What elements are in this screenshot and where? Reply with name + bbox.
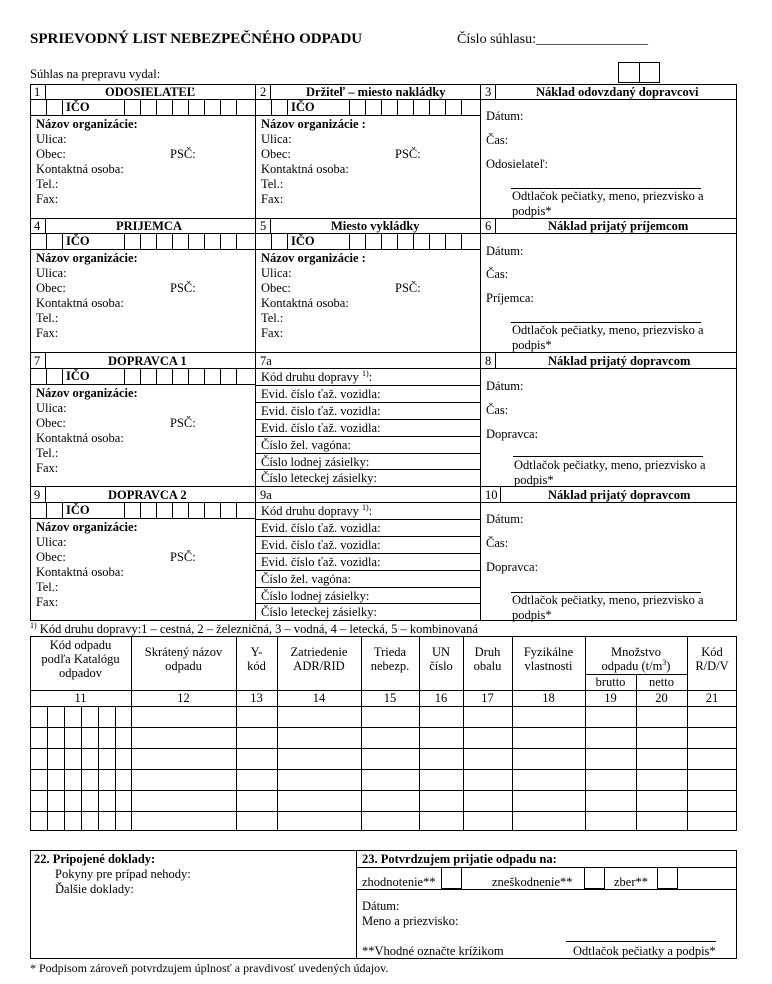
stamp-label: Odtlačok pečiatky, meno, priezvisko a — [512, 323, 704, 337]
city-label: Obec: — [36, 281, 66, 295]
time-label: Čas: — [486, 403, 509, 417]
section-title: Miesto vykládky — [331, 219, 420, 233]
table-row[interactable] — [30, 790, 737, 811]
ico-label: IČO — [66, 234, 90, 248]
consent-number-label: Číslo súhlasu:________________ — [457, 32, 648, 47]
contact-label: Kontaktná osoba: — [36, 431, 124, 445]
contact-label: Kontaktná osoba: — [261, 296, 349, 310]
time-label: Čas: — [486, 536, 509, 550]
street-label: Ulica: — [261, 266, 292, 280]
ico-label: IČO — [291, 234, 315, 248]
date-label: Dátum: — [362, 899, 400, 913]
col-number: 19 — [604, 691, 617, 705]
col-header-waste-code: Kód odpadu podľa Katalógu odpadov — [41, 638, 120, 680]
col-header-rdv-code: Kód R/D/V — [695, 645, 729, 673]
contact-label: Kontaktná osoba: — [36, 296, 124, 310]
table-row[interactable] — [30, 706, 737, 727]
zip-label: PSČ: — [395, 147, 421, 161]
col-number: 15 — [383, 691, 397, 705]
city-label: Obec: — [36, 416, 66, 430]
ship-number-label: Číslo lodnej zásielky: — [261, 589, 370, 603]
col-number: 18 — [542, 691, 555, 705]
table-row[interactable] — [30, 748, 737, 769]
section-number: 9a — [260, 488, 272, 502]
org-name-label: Názov organizácie : — [261, 251, 366, 265]
collection-checkbox[interactable] — [657, 867, 678, 889]
time-label: Čas: — [486, 267, 509, 281]
col-header-brutto: brutto — [595, 675, 626, 689]
city-label: Obec: — [36, 147, 66, 161]
signature-label: podpis* — [512, 338, 552, 352]
vehicle-number-label: Evid. číslo ťaž. vozidla: — [261, 387, 381, 401]
ico-field[interactable] — [30, 99, 255, 115]
ship-number-label: Číslo lodnej zásielky: — [261, 455, 370, 469]
stamp-label: Odtlačok pečiatky, meno, priezvisko a — [512, 189, 704, 203]
ico-field[interactable] — [255, 233, 480, 249]
date-label: Dátum: — [486, 379, 524, 393]
section-number: 5 — [260, 219, 267, 233]
fax-label: Fax: — [36, 595, 59, 609]
col-header-y-code: Y- kód — [247, 645, 266, 673]
stamp-label: Odtlačok pečiatky, meno, priezvisko a — [514, 458, 706, 472]
section-number: 6 — [485, 219, 492, 233]
tel-label: Tel.: — [36, 446, 59, 460]
ico-field[interactable] — [30, 502, 255, 518]
vehicle-number-label: Evid. číslo ťaž. vozidla: — [261, 555, 381, 569]
col-header-un-number: UN číslo — [429, 645, 453, 673]
section-number: 7a — [260, 354, 272, 368]
party-label: Dopravca: — [486, 427, 539, 441]
ico-field[interactable] — [30, 368, 255, 384]
col-header-short-name: Skrátený názov odpadu — [144, 645, 223, 673]
section-title: Náklad prijatý príjemcom — [548, 219, 689, 233]
section-title: 22. Pripojené doklady: — [34, 852, 156, 866]
tel-label: Tel.: — [261, 311, 284, 325]
ico-field[interactable] — [30, 233, 255, 249]
mark-note: **Vhodné označte krížikom — [362, 944, 504, 958]
ico-label: IČO — [66, 369, 90, 383]
ico-label: IČO — [66, 100, 90, 114]
time-label: Čas: — [486, 133, 509, 147]
section-number: 8 — [485, 354, 492, 368]
party-label: Odosielateľ: — [486, 157, 549, 171]
col-number: 12 — [177, 691, 190, 705]
col-number: 13 — [250, 691, 263, 705]
street-label: Ulica: — [36, 535, 67, 549]
air-number-label: Číslo leteckej zásielky: — [261, 605, 377, 619]
accident-instructions-label: Pokyny pre prípad nehody: — [55, 867, 191, 881]
city-label: Obec: — [36, 550, 66, 564]
section-number: 1 — [34, 85, 41, 99]
disposal-checkbox[interactable] — [584, 867, 605, 889]
section-title: Náklad prijatý dopravcom — [548, 488, 691, 502]
zip-label: PSČ: — [170, 550, 196, 564]
section-number: 3 — [485, 85, 492, 99]
fax-label: Fax: — [261, 192, 284, 206]
issued-label: Súhlas na prepravu vydal: — [30, 67, 161, 81]
table-row[interactable] — [30, 811, 737, 831]
col-header-physical-props: Fyzikálne vlastnosti — [523, 645, 574, 673]
col-header-packaging: Druh obalu — [473, 645, 502, 673]
section-title: ODOSIELATEĽ — [105, 85, 196, 99]
section-title: 23. Potvrdzujem prijatie odpadu na: — [362, 852, 557, 866]
stamp-signature-label: Odtlačok pečiatky a podpis* — [573, 944, 716, 958]
col-header-quantity: Množstvo odpadu $(t/m^3)$ — [601, 645, 671, 673]
date-label: Dátum: — [486, 512, 524, 526]
tel-label: Tel.: — [36, 580, 59, 594]
zip-label: PSČ: — [170, 281, 196, 295]
street-label: Ulica: — [36, 401, 67, 415]
vehicle-number-label: Evid. číslo ťaž. vozidla: — [261, 421, 381, 435]
col-number: 16 — [434, 691, 448, 705]
stamp-label: Odtlačok pečiatky, meno, priezvisko a — [512, 593, 704, 607]
tel-label: Tel.: — [36, 311, 59, 325]
tel-label: Tel.: — [261, 177, 284, 191]
name-label: Meno a priezvisko: — [362, 914, 459, 928]
zip-label: PSČ: — [395, 281, 421, 295]
col-header-adr-rid: Zatriedenie ADR/RID — [290, 645, 348, 673]
vehicle-number-label: Evid. číslo ťaž. vozidla: — [261, 521, 381, 535]
date-label: Dátum: — [486, 244, 524, 258]
ico-label: IČO — [66, 503, 90, 517]
party-label: Príjemca: — [486, 291, 534, 305]
street-label: Ulica: — [36, 132, 67, 146]
section-number: 10 — [485, 488, 498, 502]
section-number: 4 — [34, 219, 41, 233]
col-header-hazard-class: Trieda nebezp. — [370, 645, 410, 673]
wagon-number-label: Číslo žel. vagóna: — [261, 572, 351, 586]
air-number-label: Číslo leteckej zásielky: — [261, 471, 377, 485]
zip-label: PSČ: — [170, 416, 196, 430]
transport-type-label: Kód druhu dopravy $^{1)}$: — [261, 368, 373, 384]
signature-label: podpis* — [512, 608, 552, 622]
section-title: Náklad prijatý dopravcom — [548, 354, 691, 368]
form-title: SPRIEVODNÝ LIST NEBEZPEČNÉHO ODPADU — [30, 31, 363, 47]
transport-type-label: Kód druhu dopravy $^{1)}$: — [261, 502, 373, 518]
section-title: DOPRAVCA 1 — [108, 354, 187, 368]
col-number: 21 — [705, 691, 719, 705]
section-number: 9 — [34, 488, 41, 502]
col-number: 20 — [655, 691, 668, 705]
org-name-label: Názov organizácie: — [36, 117, 138, 131]
fax-label: Fax: — [36, 326, 59, 340]
section-title: DOPRAVCA 2 — [108, 488, 187, 502]
section-number: 7 — [34, 354, 41, 368]
date-label: Dátum: — [486, 109, 524, 123]
ico-field[interactable] — [255, 99, 480, 115]
contact-label: Kontaktná osoba: — [261, 162, 349, 176]
col-number: 17 — [481, 691, 494, 705]
recovery-label: zhodnotenie** — [362, 875, 436, 889]
signature-label: podpis* — [514, 473, 554, 487]
zip-label: PSČ: — [170, 147, 196, 161]
bottom-note: * Podpisom zároveň potvrdzujem úplnosť a pravdivosť uvedených údajov. — [30, 961, 389, 975]
street-label: Ulica: — [261, 132, 292, 146]
city-label: Obec: — [261, 281, 291, 295]
section-number: 2 — [260, 85, 267, 99]
tel-label: Tel.: — [36, 177, 59, 191]
party-label: Dopravca: — [486, 560, 539, 574]
fax-label: Fax: — [261, 326, 284, 340]
col-number: 11 — [74, 691, 87, 705]
contact-label: Kontaktná osoba: — [36, 162, 124, 176]
section-title: Držiteľ – miesto nakládky — [306, 85, 446, 99]
org-name-label: Názov organizácie: — [36, 520, 138, 534]
wagon-number-label: Číslo žel. vagóna: — [261, 438, 351, 452]
contact-label: Kontaktná osoba: — [36, 565, 124, 579]
section-title: PRIJEMCA — [116, 219, 182, 233]
signature-label: podpis* — [512, 204, 552, 218]
vehicle-number-label: Evid. číslo ťaž. vozidla: — [261, 538, 381, 552]
fax-label: Fax: — [36, 461, 59, 475]
table-row[interactable] — [30, 727, 737, 748]
col-number: 14 — [312, 691, 326, 705]
disposal-label: zneškodnenie** — [492, 875, 573, 889]
col-header-netto: netto — [649, 675, 674, 689]
recovery-checkbox[interactable] — [441, 867, 462, 889]
city-label: Obec: — [261, 147, 291, 161]
other-documents-label: Ďalšie doklady: — [55, 882, 134, 896]
table-row[interactable] — [30, 769, 737, 790]
org-name-label: Názov organizácie: — [36, 386, 138, 400]
ico-label: IČO — [291, 100, 315, 114]
fax-label: Fax: — [36, 192, 59, 206]
org-name-label: Názov organizácie: — [36, 251, 138, 265]
org-name-label: Názov organizácie : — [261, 117, 366, 131]
vehicle-number-label: Evid. číslo ťaž. vozidla: — [261, 404, 381, 418]
collection-label: zber** — [614, 875, 649, 889]
transport-footnote: $^{1)}$ Kód druhu dopravy:1 – cestná, 2 – železničná, 3 – vodná, 4 – letecká, 5 – kombinovaná — [30, 620, 478, 636]
section-title: Náklad odovzdaný dopravcovi — [536, 85, 699, 99]
street-label: Ulica: — [36, 266, 67, 280]
